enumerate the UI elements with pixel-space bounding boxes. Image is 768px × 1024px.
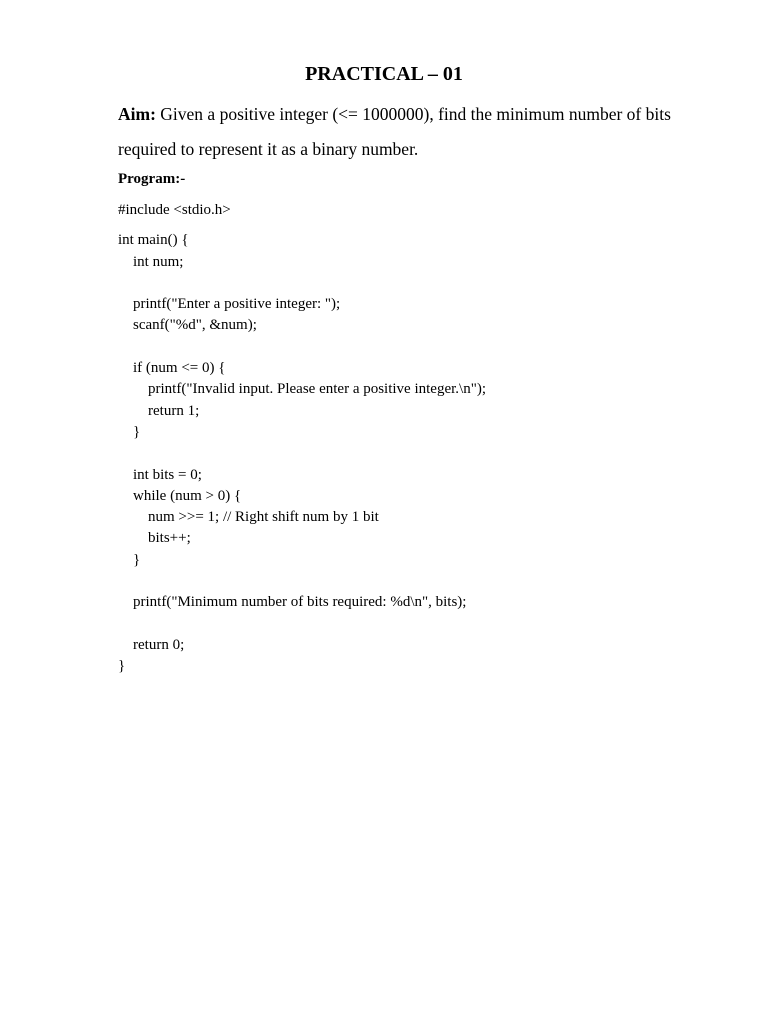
code-line: bits++;: [118, 530, 191, 547]
code-line: [118, 337, 718, 358]
code-line: if (num <= 0) {: [118, 360, 226, 377]
code-line: return 1;: [118, 402, 200, 419]
page-title: PRACTICAL – 01: [305, 63, 463, 85]
code-line: printf("Invalid input. Please enter a positive integer.\n");: [118, 381, 486, 398]
code-line: [118, 273, 718, 294]
aim-text: Given a positive integer (<= 1000000), find the minimum number of bits required to represent it as a binary number.: [118, 104, 671, 159]
code-line: scanf("%d", &num);: [118, 317, 257, 334]
code-line: printf("Minimum number of bits required: %d\n", bits);: [118, 594, 467, 611]
code-line: return 0;: [118, 636, 185, 653]
code-line: }: [118, 658, 126, 675]
code-line: [118, 571, 718, 592]
code-line: while (num > 0) {: [118, 487, 242, 504]
code-line: [118, 443, 718, 464]
code-line: [118, 614, 718, 635]
code-line: }: [118, 423, 141, 440]
code-block: [118, 200, 718, 678]
code-line: int bits = 0;: [118, 466, 202, 483]
code-line: #include <stdio.h>: [118, 202, 231, 218]
aim-paragraph: [118, 97, 678, 167]
code-line: int main() {: [118, 232, 189, 249]
program-heading: Program:-: [118, 171, 186, 187]
code-line: num >>= 1; // Right shift num by 1 bit: [118, 509, 379, 526]
code-line: printf("Enter a positive integer: ");: [118, 296, 341, 313]
code-line: }: [118, 551, 141, 568]
code-line: int num;: [118, 253, 184, 270]
aim-label: Aim:: [118, 104, 156, 124]
